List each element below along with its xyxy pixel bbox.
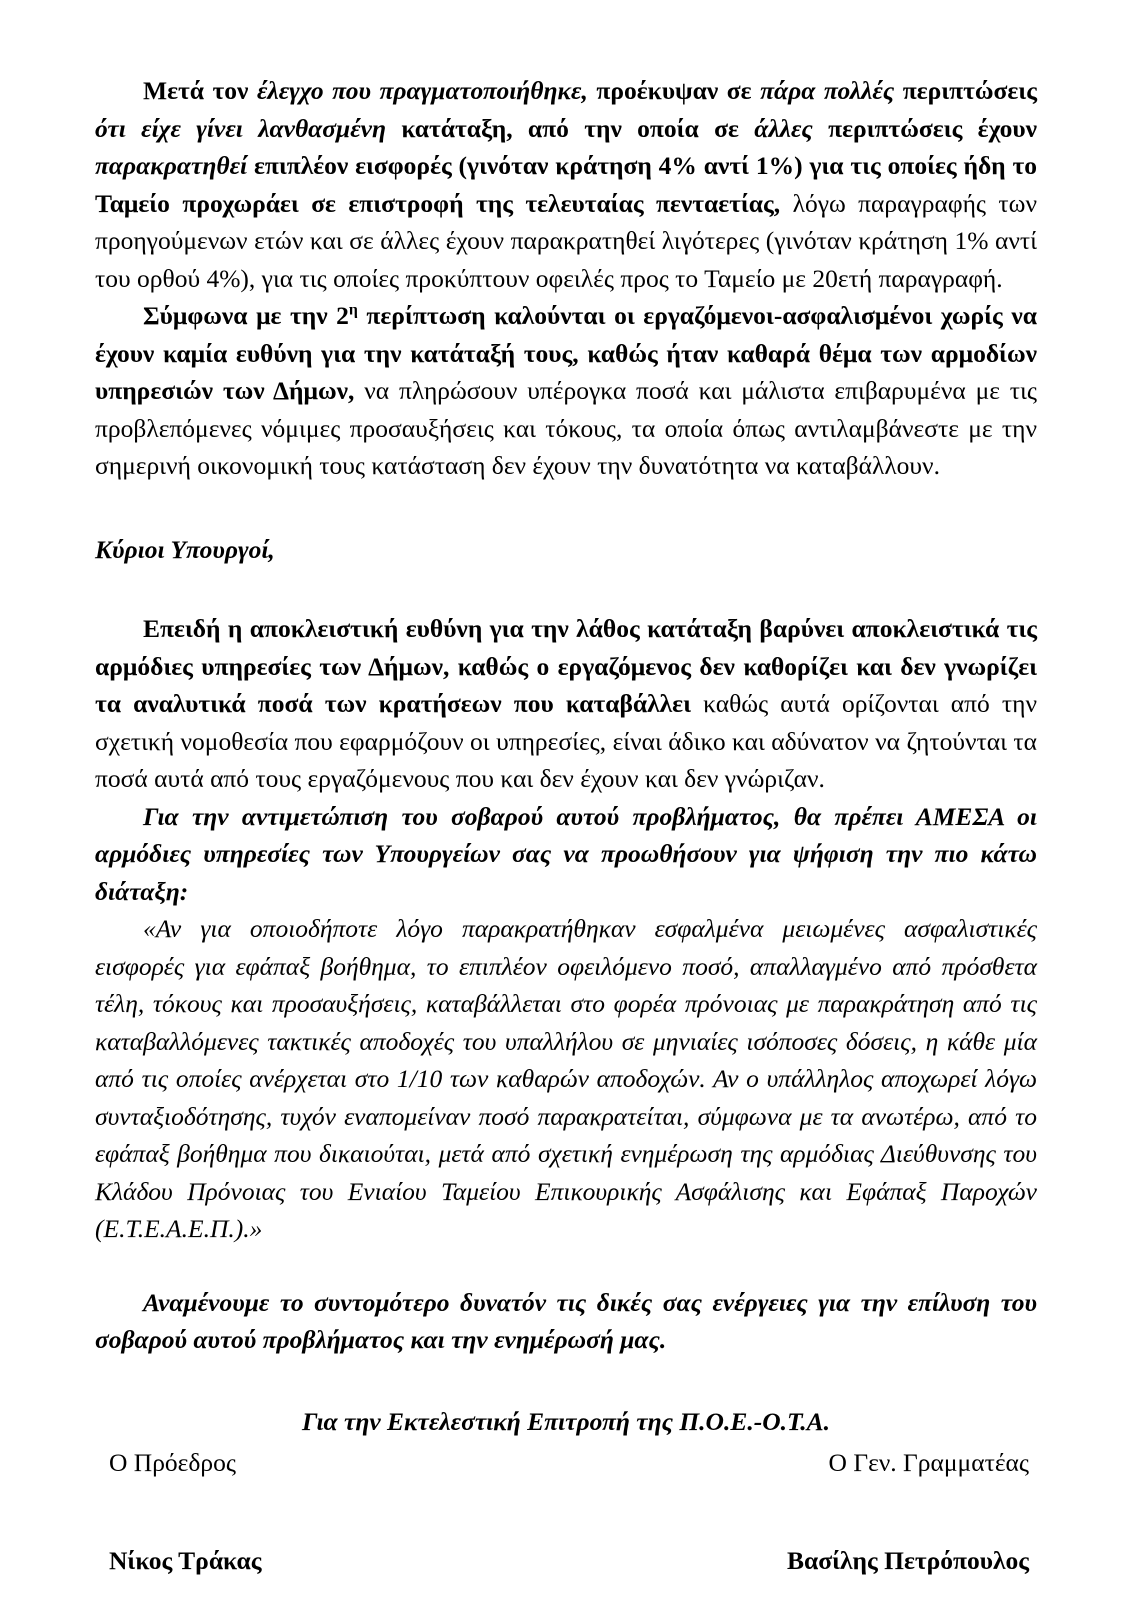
run-text: κατάταξη, από την οποία σε xyxy=(385,113,755,143)
run-text: περιπτώσεις έχουν xyxy=(812,113,1037,143)
run-text: Επειδή η αποκλειστική ευθύνη για την λάθος κατάταξη βαρύνει αποκλειστικά τις αρμόδιες υπηρεσίες των Δήμων, καθώς ο εργαζόμενος δεν καθορίζει και δεν γνωρίζει τα αναλυτικά ποσά των κρατήσεων που καταβάλλει xyxy=(95,614,1037,718)
run-text: καθώς αυτά ορίζονται από την σχετική νομοθεσία που εφαρμόζουν οι υπηρεσίες, είναι άδικο και αδύνατον να ζητούνται τα ποσά αυτά από τους εργαζόμενους που και δεν έχουν και δεν γνώριζαν. xyxy=(95,689,1038,793)
run-text: προέκυψαν σε xyxy=(587,76,761,105)
closing-paragraph xyxy=(95,1284,1037,1359)
run-text: Σύμφωνα με την 2 xyxy=(143,301,349,330)
secretary-role-label: Ο Γεν. Γραμματέας xyxy=(828,1448,1029,1477)
run-text: ότι είχε γίνει λανθασμένη xyxy=(95,113,386,143)
ordinal-superscript: η xyxy=(348,301,358,319)
run-text: Αναμένουμε το συντομότερο δυνατόν τις δικές σας ενέργειες για την επίλυση του σοβαρού αυτού προβλήματος και την ενημέρωσή μας. xyxy=(95,1287,1037,1354)
run-text: «Αν για οποιοδήποτε λόγο παρακρατήθηκαν εσφαλμένα μειωμένες ασφαλιστικές εισφορές για εφάπαξ βοήθημα, το επιπλέον οφειλόμενο ποσό, απαλλαγμένο από πρόσθετα τέλη, τόκους και προσαυξήσεις, καταβάλλεται στο φορέα πρόνοιας με παρακράτηση από τις καταβαλλόμενες τακτικές αποδοχές του υπαλλήλου σε μηνιαίες ισόποσες δόσεις, η κάθε μία από τις οποίες ανέρχεται στο 1/10 των καθαρών αποδοχών. Αν ο υπάλληλος αποχωρεί λόγω συνταξιοδότησης, τυχόν εναπομείναν ποσό παρακρατείται, σύμφωνα με τα ανωτέρω, από το εφάπαξ βοήθημα που δικαιούται, μετά από σχετική ενημέρωση της αρμόδιας Διεύθυνσης του Κλάδου Πρόνοιας του Ενιαίου Ταμείου Επικουρικής Ασφάλισης και Εφάπαξ Παροχών (Ε.Τ.Ε.Α.Ε.Π.).» xyxy=(95,914,1037,1243)
run-text: παρακρατηθεί xyxy=(95,151,248,180)
run-text: περίπτωση καλούνται οι εργαζόμενοι-ασφαλισμένοι χωρίς να έχουν καμία ευθύνη για την κατάταξή τους, καθώς ήταν καθαρά θέμα των αρμοδίων υπηρεσιών των Δήμων, xyxy=(95,301,1037,405)
spacer xyxy=(95,568,1037,610)
run-text: περιπτώσεις xyxy=(894,76,1037,105)
quoted-legal-provision xyxy=(95,910,1037,1248)
paragraph-1 xyxy=(95,72,1037,297)
salutation: Κύριοι Υπουργοί, xyxy=(95,534,275,564)
run-text: επιπλέον εισφορές (γινόταν κράτηση 4% αντί 1%) για τις οποίες ήδη το Ταμείο προχωράει σε επιστροφή της τελευταίας πενταετίας, xyxy=(95,151,1037,218)
run-text: άλλες xyxy=(754,113,813,143)
committee-line: Για την Εκτελεστική Επιτροπή της Π.Ο.Ε.-Ο.Τ.Α. xyxy=(301,1406,831,1436)
paragraph-2 xyxy=(95,297,1037,485)
signature-roles-row xyxy=(95,1444,1037,1484)
run-text: Για την αντιμετώπιση του σοβαρού αυτού προβλήματος, θα πρέπει ΑΜΕΣΑ οι αρμόδιες υπηρεσίες των Υπουργείων σας να προωθήσουν για ψήφιση την πιο κάτω διάταξη: xyxy=(95,801,1037,906)
secretary-name: Βασίλης Πετρόπουλος xyxy=(786,1546,1029,1575)
run-text: να πληρώσουν υπέρογκα ποσά και μάλιστα επιβαρυμένα με τις προβλεπόμενες νόμιμες προσαυξήσεις και τόκους, τα οποία όπως αντιλαμβάνεστε με την σημερινή οικονομική τους κατάσταση δεν έχουν την δυνατότητα να καταβάλλουν. xyxy=(95,376,1038,480)
president-name: Νίκος Τράκας xyxy=(109,1546,262,1575)
run-text: έλεγχο που πραγματοποιήθηκε, xyxy=(256,76,588,105)
paragraph-3 xyxy=(95,610,1037,798)
run-text: πάρα πολλές xyxy=(760,76,895,105)
run-text: λόγω παραγραφής των προηγούμενων ετών και σε άλλες έχουν παρακρατηθεί λιγότερες (γινόταν κράτηση 1% αντί του ορθού 4%), για τις οποίες προκύπτουν οφειλές προς το Ταμείο με 20ετή παραγραφή. xyxy=(95,188,1037,293)
paragraph-4-directive xyxy=(95,798,1037,911)
document-body xyxy=(95,72,1037,1582)
run-text: Μετά τον xyxy=(143,76,257,105)
signature-names-row xyxy=(95,1542,1037,1582)
president-role-label: Ο Πρόεδρος xyxy=(109,1448,236,1477)
